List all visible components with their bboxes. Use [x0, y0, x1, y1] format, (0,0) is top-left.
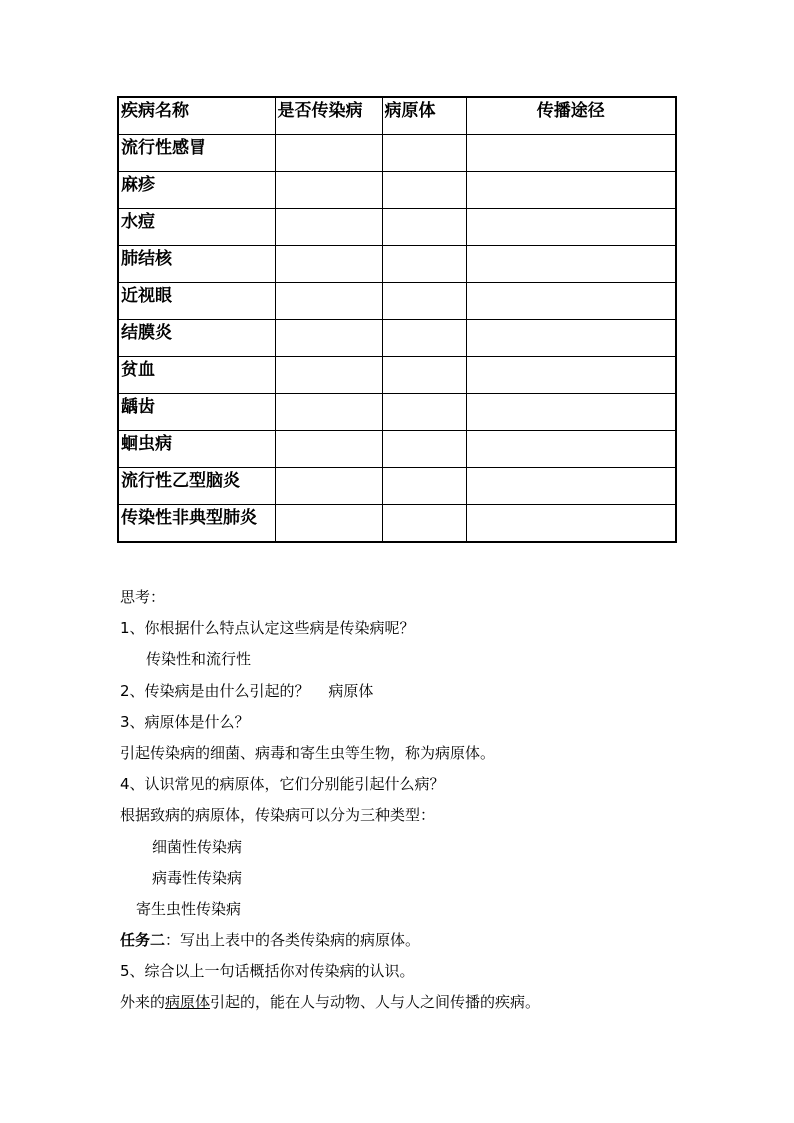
- disease-name-cell: 蛔虫病: [118, 431, 275, 468]
- type-viral: 病毒性传染病: [152, 868, 243, 887]
- type-bacterial: 细菌性传染病: [152, 837, 243, 856]
- pathogen-cell[interactable]: [382, 505, 466, 543]
- question-5: 5、综合以上一句话概括你对传染病的认识。: [120, 962, 415, 981]
- table-row: [118, 394, 676, 431]
- table-row: [118, 172, 676, 209]
- pathogen-cell[interactable]: [382, 135, 466, 172]
- header-pathogen: 病原体: [382, 97, 466, 135]
- answer-5-term: 病原体: [165, 993, 211, 1012]
- type-parasitic: 寄生虫性传染病: [136, 899, 242, 918]
- question-1: 1、你根据什么特点认定这些病是传染病呢？: [120, 619, 415, 638]
- transmission-route-cell[interactable]: [466, 505, 676, 543]
- transmission-route-cell[interactable]: [466, 209, 676, 246]
- is-infectious-cell[interactable]: [275, 431, 382, 468]
- disease-name-cell: 贫血: [118, 357, 275, 394]
- think-label: 思考：: [120, 588, 166, 606]
- is-infectious-cell[interactable]: [275, 357, 382, 394]
- task-2-line: [120, 925, 720, 956]
- answer-1: 传染性和流行性: [146, 650, 252, 669]
- transmission-route-cell[interactable]: [466, 135, 676, 172]
- transmission-route-cell[interactable]: [466, 172, 676, 209]
- table-row: [118, 431, 676, 468]
- disease-table: [117, 96, 677, 543]
- transmission-route-cell[interactable]: [466, 283, 676, 320]
- header-is-infectious: 是否传染病: [275, 97, 382, 135]
- disease-name-cell: 近视眼: [118, 283, 275, 320]
- transmission-route-cell[interactable]: [466, 357, 676, 394]
- table-row: [118, 135, 676, 172]
- answer-5-post: 引起的，能在人与动物、人与人之间传播的疾病。: [210, 993, 541, 1012]
- notes-section: [120, 582, 720, 1019]
- pathogen-cell[interactable]: [382, 431, 466, 468]
- pathogen-cell[interactable]: [382, 394, 466, 431]
- transmission-route-cell[interactable]: [466, 468, 676, 505]
- pathogen-cell[interactable]: [382, 357, 466, 394]
- transmission-route-cell[interactable]: [466, 394, 676, 431]
- disease-name-cell: 流行性乙型脑炎: [118, 468, 275, 505]
- disease-name-cell: 传染性非典型肺炎: [118, 505, 275, 543]
- pathogen-cell[interactable]: [382, 320, 466, 357]
- pathogen-cell[interactable]: [382, 283, 466, 320]
- disease-name-cell: 麻疹: [118, 172, 275, 209]
- table-row: [118, 246, 676, 283]
- transmission-route-cell[interactable]: [466, 431, 676, 468]
- table-row: [118, 320, 676, 357]
- disease-name-cell: 流行性感冒: [118, 135, 275, 172]
- answer-3: 引起传染病的细菌、病毒和寄生虫等生物，称为病原体。: [120, 743, 496, 762]
- answer-4: 根据致病的病原体，传染病可以分为三种类型：: [120, 806, 436, 825]
- table-row: [118, 283, 676, 320]
- task-2-label: 任务二: [120, 931, 166, 950]
- question-3: 3、病原体是什么？: [120, 712, 250, 731]
- table-row: [118, 505, 676, 543]
- is-infectious-cell[interactable]: [275, 209, 382, 246]
- pathogen-cell[interactable]: [382, 209, 466, 246]
- disease-name-cell: 水痘: [118, 209, 275, 246]
- transmission-route-cell[interactable]: [466, 320, 676, 357]
- is-infectious-cell[interactable]: [275, 505, 382, 543]
- question-2: 2、传染病是由什么引起的？: [120, 681, 310, 700]
- header-disease-name: 疾病名称: [118, 97, 275, 135]
- is-infectious-cell[interactable]: [275, 394, 382, 431]
- table-row: [118, 357, 676, 394]
- is-infectious-cell[interactable]: [275, 135, 382, 172]
- disease-name-cell: 肺结核: [118, 246, 275, 283]
- is-infectious-cell[interactable]: [275, 172, 382, 209]
- table-row: [118, 468, 676, 505]
- is-infectious-cell[interactable]: [275, 246, 382, 283]
- table-row: [118, 209, 676, 246]
- question-4: 4、认识常见的病原体，它们分别能引起什么病？: [120, 775, 445, 794]
- task-2-text: ：写出上表中的各类传染病的病原体。: [165, 931, 421, 950]
- disease-name-cell: 结膜炎: [118, 320, 275, 357]
- question-2-line: [120, 676, 720, 707]
- answer-2: 病原体: [328, 681, 374, 700]
- answer-5-line: [120, 987, 720, 1018]
- transmission-route-cell[interactable]: [466, 246, 676, 283]
- answer-5-pre: 外来的: [120, 993, 166, 1012]
- pathogen-cell[interactable]: [382, 468, 466, 505]
- is-infectious-cell[interactable]: [275, 468, 382, 505]
- pathogen-cell[interactable]: [382, 246, 466, 283]
- header-transmission-route: 传播途径: [466, 97, 676, 135]
- pathogen-cell[interactable]: [382, 172, 466, 209]
- is-infectious-cell[interactable]: [275, 283, 382, 320]
- disease-name-cell: 龋齿: [118, 394, 275, 431]
- is-infectious-cell[interactable]: [275, 320, 382, 357]
- table-header-row: [118, 97, 676, 135]
